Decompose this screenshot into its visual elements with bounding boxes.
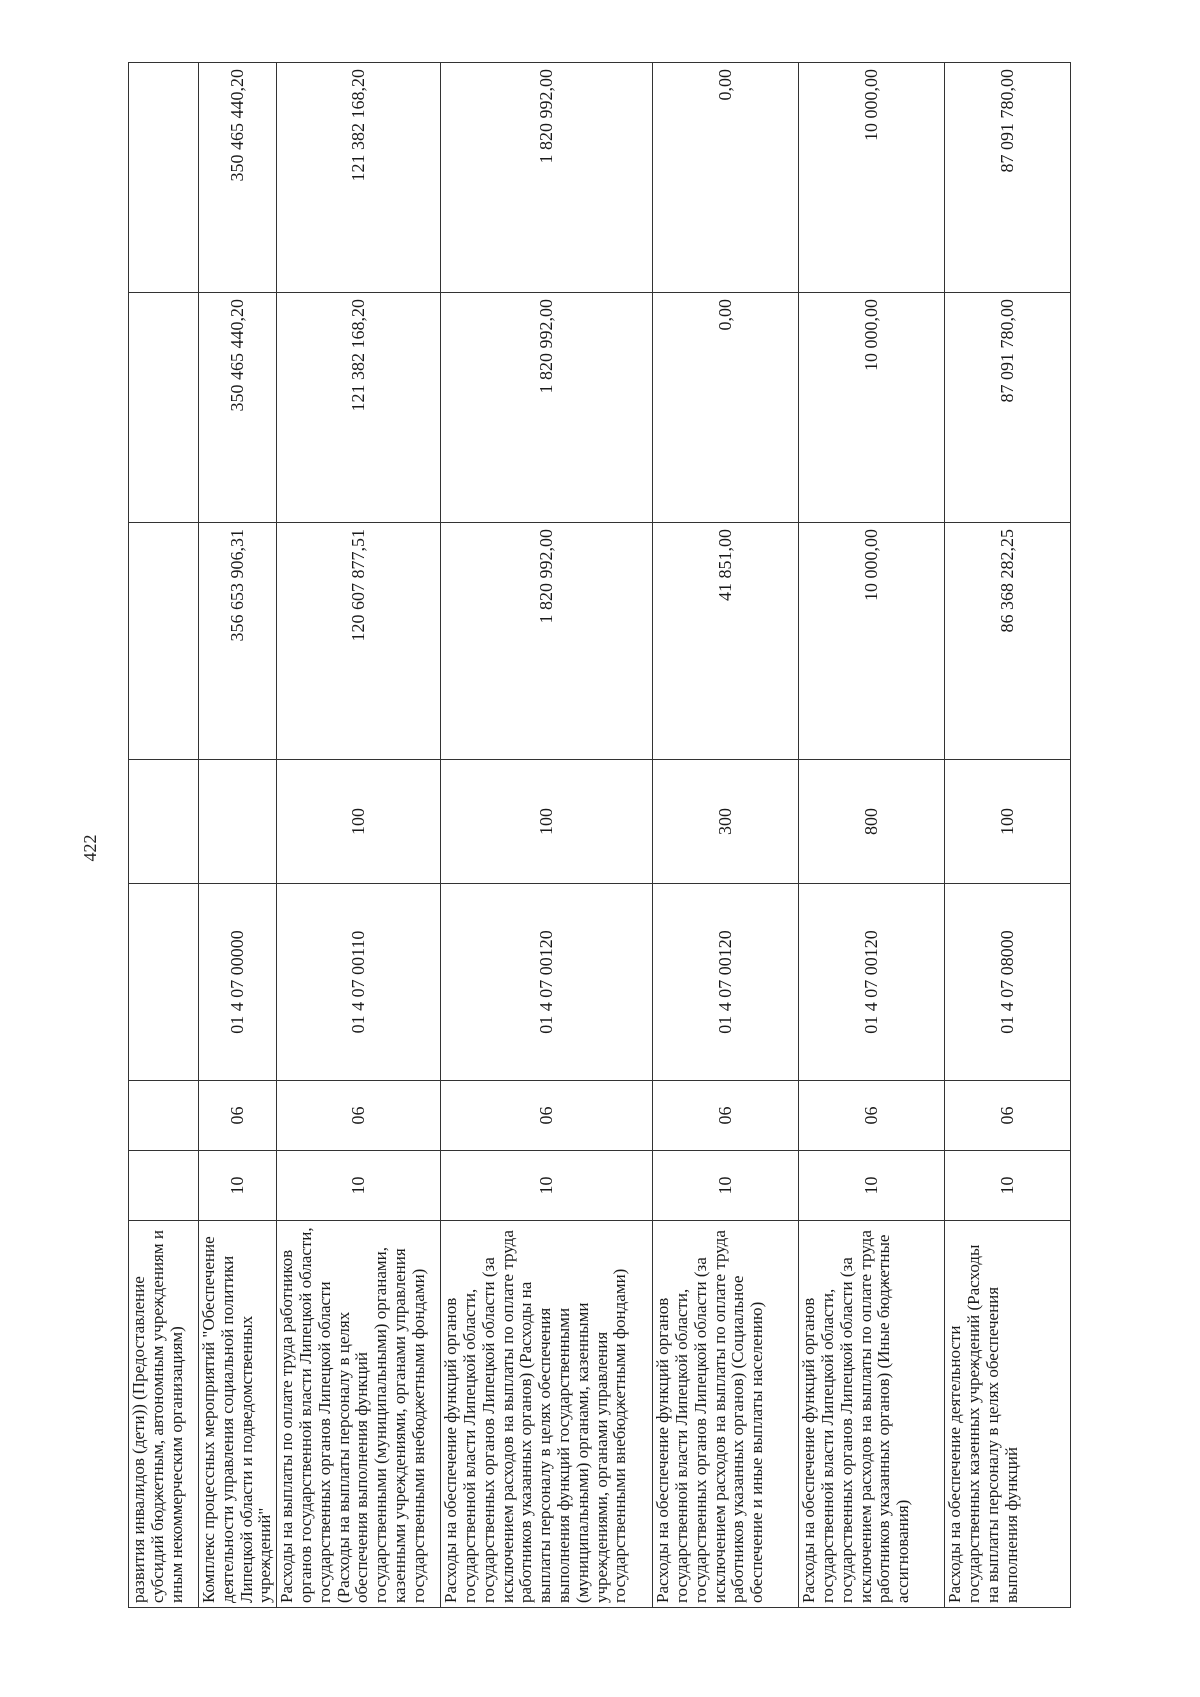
cell-amount-1: 10 000,00 [799,523,945,760]
row-name: Комплекс процессных мероприятий "Обеспечение деятельности управления социальной политики Липецкой области и подведомственных учреждений" [199,1221,277,1608]
cell-expense-type [199,760,277,884]
cell-expense-type: 100 [441,760,653,884]
cell-amount-1: 86 368 282,25 [945,523,1071,760]
row-name: развития инвалидов (дети)) (Предоставление субсидий бюджетным, автономным учреждениям и иным некоммерческим организациям) [129,1221,199,1608]
table-row [277,63,441,1608]
cell-amount-3: 1 820 992,00 [441,63,653,293]
cell-section: 10 [441,1151,653,1221]
table-row [129,63,199,1608]
cell-expense-type: 100 [277,760,441,884]
cell-amount-3: 10 000,00 [799,63,945,293]
cell-amount-3: 350 465 440,20 [199,63,277,293]
cell-amount-1: 1 820 992,00 [441,523,653,760]
row-name: Расходы на обеспечение функций органов государственной власти Липецкой области, государственных органов Липецкой области (за исключением расходов на выплаты по оплате труда работников указанных органов) (Социальное обеспечение и иные выплаты населению) [653,1221,799,1608]
cell-target-article: 01 4 07 00120 [799,884,945,1081]
row-name: Расходы на обеспечение функций органов государственной власти Липецкой области, государственных органов Липецкой области (за исключением расходов на выплаты по оплате труда работников указанных органов) (Расходы на выплаты персоналу в целях обеспечения выполнения функций государственными (муниципальными) органами, казенными учреждениями, органами управления государственными внебюджетными фондами) [441,1221,653,1608]
table-row [945,63,1071,1608]
cell-expense-type: 100 [945,760,1071,884]
cell-amount-3: 121 382 168,20 [277,63,441,293]
table-row [653,63,799,1608]
cell-expense-type [129,760,199,884]
cell-target-article: 01 4 07 00120 [653,884,799,1081]
cell-expense-type: 300 [653,760,799,884]
row-name: Расходы на обеспечение функций органов государственной власти Липецкой области, государственных органов Липецкой области (за исключением расходов на выплаты по оплате труда работников указанных органов) (Иные бюджетные ассигнования) [799,1221,945,1608]
row-name: Расходы на обеспечение деятельности государственных казенных учреждений (Расходы на выплаты персоналу в целях обеспечения выполнения функций [945,1221,1071,1608]
cell-subsection: 06 [441,1081,653,1151]
cell-target-article: 01 4 07 00120 [441,884,653,1081]
cell-target-article [129,884,199,1081]
row-name: Расходы на выплаты по оплате труда работников органов государственной власти Липецкой области, государственных органов Липецкой области (Расходы на выплаты персоналу в целях обеспечения выполнения функций государственными (муниципальными) органами, казенными учреждениями, органами управления государственными внебюджетными фондами) [277,1221,441,1608]
cell-section: 10 [945,1151,1071,1221]
cell-section [129,1151,199,1221]
table-row [199,63,277,1608]
cell-section: 10 [653,1151,799,1221]
cell-amount-1: 356 653 906,31 [199,523,277,760]
cell-amount-3: 0,00 [653,63,799,293]
cell-subsection [129,1081,199,1151]
page-number: 422 [80,834,100,862]
cell-amount-2 [129,293,199,523]
cell-section: 10 [277,1151,441,1221]
cell-amount-2: 350 465 440,20 [199,293,277,523]
cell-expense-type: 800 [799,760,945,884]
cell-section: 10 [799,1151,945,1221]
cell-target-article: 01 4 07 00000 [199,884,277,1081]
budget-table [128,62,1071,1608]
cell-amount-2: 1 820 992,00 [441,293,653,523]
table-row [799,63,945,1608]
cell-subsection: 06 [277,1081,441,1151]
cell-amount-3: 87 091 780,00 [945,63,1071,293]
cell-amount-2: 10 000,00 [799,293,945,523]
cell-subsection: 06 [653,1081,799,1151]
cell-subsection: 06 [799,1081,945,1151]
cell-subsection: 06 [199,1081,277,1151]
cell-amount-2: 121 382 168,20 [277,293,441,523]
cell-subsection: 06 [945,1081,1071,1151]
cell-target-article: 01 4 07 08000 [945,884,1071,1081]
cell-amount-2: 87 091 780,00 [945,293,1071,523]
cell-amount-1 [129,523,199,760]
rotated-page [128,63,1063,1608]
cell-section: 10 [199,1151,277,1221]
cell-amount-3 [129,63,199,293]
table-row [441,63,653,1608]
cell-amount-1: 120 607 877,51 [277,523,441,760]
cell-amount-2: 0,00 [653,293,799,523]
cell-target-article: 01 4 07 00110 [277,884,441,1081]
cell-amount-1: 41 851,00 [653,523,799,760]
